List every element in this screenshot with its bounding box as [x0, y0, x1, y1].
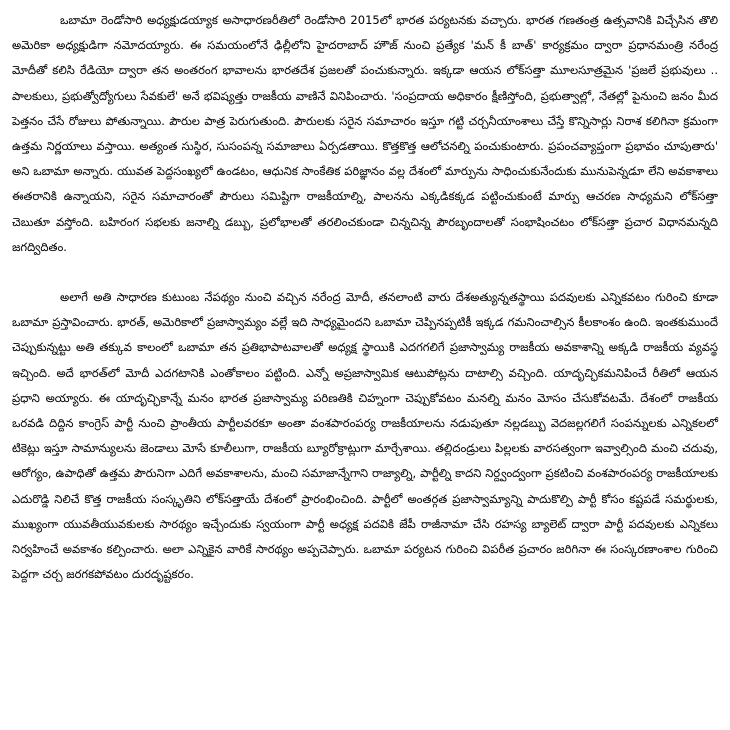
article-paragraph-2: అలాగే అతి సాధారణ కుటుంబ నేపథ్యం నుంచి వచ్చిన నరేంద్ర మోదీ, తనలాంటి వారు దేశఅత్యున్నతస్థాయి పదవులకు ఎన్నికవటం గురించి కూడా ఒబామా ప్రస్తావించారు. భారత్, అమెరికాలో ప్రజాస్వామ్యం వల్లే ఇది సాధ్యమైందని ఒబామా చెప్పినప్పటికీ ఇక్కడ గమనించాల్సిన కీలకాంశం ఉంది. ఇంతకుముందే చెప్పుకున్నట్టు అతి తక్కువ కాలంలో ఒబామా తన ప్రతిభాపాటవాలతో అధ్యక్ష స్థాయికి ఎదగగలిగే ప్రజాస్వామ్య రాజకీయ అవకాశాన్ని అక్కడి రాజకీయ వ్యవస్థ ఇచ్చింది. అదే భారత్‌లో మోదీ ఎదగటానికి ఎంతోకాలం పట్టింది. ఎన్నో అప్రజాస్వామిక ఆటుపోట్లను దాటాల్సి వచ్చింది. యాదృచ్ఛికమనిపించే రీతిలో ఆయన ప్రధాని అయ్యారు. ఈ యాదృచ్ఛికాన్నే మనం భారత ప్రజాస్వామ్య పరిణతికి చిహ్నంగా చెప్పుకోవటం మనల్ని మనం మోసం చేసుకోవటమే. దేశంలో రాజకీయ ఒరవడి దిద్దిన కాంగ్రెస్ పార్టీ నుంచి ప్రాంతీయ పార్టీలవరకూ అంతా వంశపారంపర్య రాజకీయాలను నడుపుతూ నల్లడబ్బు వెదజల్లగలిగే సంపన్నులకు ఎన్నికలలో టికెట్లు ఇస్తూ సామాన్యులను జెండాలు మోసే కూలీలుగా, రాజకీయ బ్యూరోక్రాట్లుగా మార్చేశాయి. తల్లిదండ్రులు పిల్లలకు వారసత్వంగా ఇవ్వాల్సింది మంచి చదువు, ఆరోగ్యం, ఉపాధితో ఉత్తమ పౌరునిగా ఎదిగే అవకాశాలను, మంచి సమాజాన్నేగాని రాజ్యాల్ని, పార్టీల్ని కాదని నిర్ద్వంద్వంగా ప్రకటించి వంశపారంపర్య రాజకీయాలకు ఎదురొడ్డి నిలిచే కొత్త రాజకీయ సంస్కృతిని లోక్‌సత్తాయే దేశంలో ప్రారంభించింది. పార్టీలో అంతర్గత ప్రజాస్వామ్యాన్ని పాదుకొల్పి పార్టీ కోసం కష్టపడే సమర్థులకు, ముఖ్యంగా యువతీయువకులకు సారథ్యం ఇచ్చేందుకు స్వయంగా పార్టీ అధ్యక్ష పదవికి జేపీ రాజీనామా చేసి రహస్య బ్యాలెట్ ద్వారా పార్టీ పదవులకు ఎన్నికలు నిర్వహించే అవకాశం కల్పించారు. అలా ఎన్నికైన వారికే సారథ్యం అప్పచెప్పారు. ఒబామా పర్యటన గురించి విపరీత ప్రచారం జరిగినా ఈ సంస్కరణాంశాల గురించి పెద్దగా చర్చ జరగకపోవటం దురదృష్టకరం.	[12, 290, 718, 582]
article-paragraph-1: ఒబామా రెండోసారి అధ్యక్షుడయ్యాక అసాధారణరీతిలో రెండోసారి 2015లో భారత పర్యటనకు వచ్చారు. భారత గణతంత్ర ఉత్సవానికి విచ్చేసిన తొలి అమెరికా అధ్యక్షుడిగా నమోదయ్యారు. ఈ సమయంలోనే ఢిల్లీలోని హైదరాబాద్ హౌజ్ నుంచి ప్రత్యేక 'మన్ కీ బాత్' కార్యక్రమం ద్వారా ప్రధానమంత్రి నరేంద్ర మోదీతో కలిసి రేడియో ద్వారా తన అంతరంగ భావాలను భారతదేశ ప్రజలతో పంచుకున్నారు. ఇక్కడా ఆయన లోక్‌సత్తా మూలసూత్రమైన 'ప్రజలే ప్రభువులు .. పాలకులు, ప్రభుత్వోద్యోగులు సేవకులే' అనే భవిష్యత్తు రాజకీయ వాణినే వినిపించారు. 'సంప్రదాయ అధికారం క్షీణిస్తోంది, ప్రభుత్వాల్లో, నేతల్లో పైనుంచి జనం మీద పెత్తనం చేసే రోజులు పోతున్నాయి. పౌరుల పాత్ర పెరుగుతుంది. పౌరులకు సరైన సమాచారం ఇస్తూ గట్టి చర్చనీయాంశాలు చేస్తే కొన్నిసార్లు నిరాశ కలిగినా క్రమంగా ఉత్తమ నిర్ణయాలు వస్తాయి. అత్యంత సుస్థిర, సుసంపన్న సమాజాలు ఏర్పడతాయి. కొత్తకొత్త ఆలోచనల్ని పంచుకుంటారు. ప్రపంచవ్యాప్తంగా ప్రభావం చూపుతారు' అని ఒబామా అన్నారు. యువత పెద్దసంఖ్యలో ఉండటం, ఆధునిక సాంకేతిక పరిజ్ఞానం వల్ల దేశంలో మార్పును సాధించుకునేందుకు మునుపెన్నడూ లేని అవకాశాలు ఈతరానికి ఉన్నాయని, సరైన సమాచారంతో పౌరులు సమిష్టిగా రాజకీయాల్ని, పాలనను ఎక్కడికక్కడ పట్టించుకుంటే మార్పు ఆచరణ సాధ్యమని లోక్‌సత్తా చెబుతూ వస్తోంది. బహిరంగ సభలకు జనాల్ని డబ్బు, ప్రలోభాలతో తరలించకుండా చిన్నచిన్న పౌరబృందాలతో సంభాషించటం లోక్‌సత్తా ప్రచార విధానమన్నది జగద్విదితం.	[12, 13, 718, 254]
article-body	[12, 8, 718, 587]
